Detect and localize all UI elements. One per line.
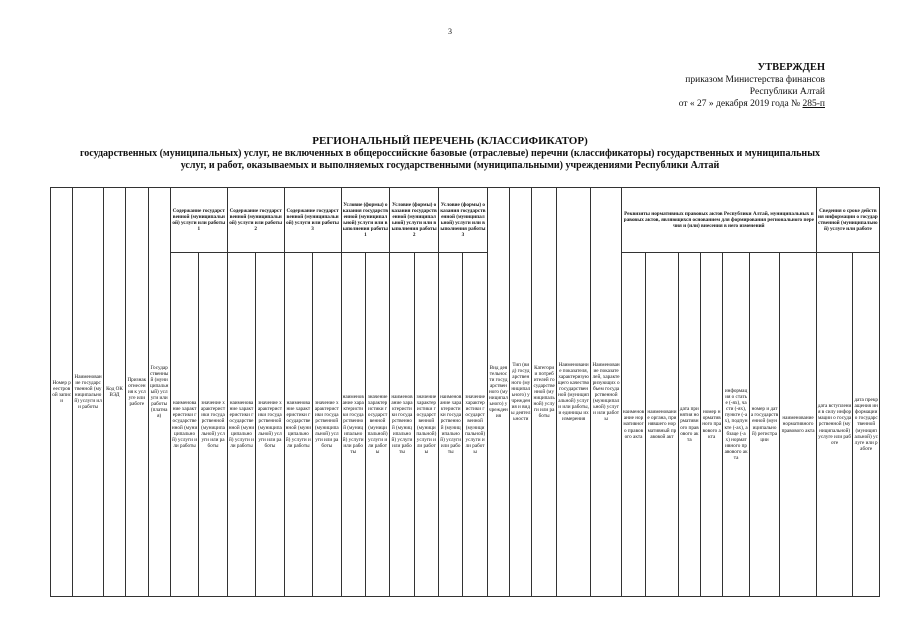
col-volume-indicators: Наименование показателей, характеризующих объем государственной (муниципальной) услуги или работы — [591, 188, 621, 597]
page-number: 3 — [448, 27, 452, 36]
col-content-3-value: значение характеристики государственной (муниципальной) услуги или работы — [313, 253, 341, 597]
group-legal-acts: Реквизиты нормативных правовых актов Республики Алтай, муниципальных правовых актов, являющихся основанием для формирования регионального перечня и (или) внесения в него изменений — [621, 188, 816, 253]
col-effective-date: дата вступления в силу информации о государственной (муниципальной) услуге или работе — [816, 253, 853, 597]
document-subtitle-1: государственных (муниципальных) услуг, не включенных в общероссийские базовые (отраслевые) перечни (классификаторы) государственных и муниципальных — [79, 148, 820, 159]
col-termination-date: дата прекращения информации о государственной (муниципальной) услуге или работе — [853, 253, 880, 597]
col-act-name: наименование нормативного правового акта — [621, 253, 645, 597]
group-condition-3: Условие (формы) оказания государственной (муниципальной) услуги или выполнения работы 3 — [439, 188, 488, 253]
col-okved-code: Код ОКВЭД — [103, 188, 125, 597]
col-condition-2-name: наименование характеристики государственной (муниципальной) услуги или работы — [390, 253, 414, 597]
col-institution-type: Тип (вид) государственного (муниципального) учреждения и виды деятельности — [510, 188, 532, 597]
approval-block — [600, 62, 825, 110]
title-block — [40, 135, 860, 172]
approval-line-1: приказом Министерства финансов — [685, 75, 825, 85]
approval-title: УТВЕРЖДЕН — [757, 62, 825, 73]
col-service-name: Наименование государственной (муниципальной) услуги или работы — [73, 188, 103, 597]
document-title: РЕГИОНАЛЬНЫЙ ПЕРЕЧЕНЬ (КЛАССИФИКАТОР) — [312, 135, 588, 147]
col-paid-service: Государственный (муниципальный) услуги или работы (платная) — [148, 188, 170, 597]
col-condition-3-name: наименование характеристики государственной (муниципальной) услуги или работы — [439, 253, 463, 597]
col-content-2-value: значение характеристики государственной (муниципальной) услуги или работы — [256, 253, 284, 597]
col-act-articles: информация о статье (-ях), части (-ях), пункте (-ах), подпункте (-ах), абзаце (-ах) нормативного правового акта — [723, 253, 749, 597]
col-condition-2-value: значение характеристики государственной (муниципальной) услуги или работы — [414, 253, 438, 597]
col-condition-1-value: значение характеристики государственной (муниципальной) услуги или работы — [365, 253, 389, 597]
col-activity-type: Вид деятельности государственного (муниципального) учреждения — [487, 188, 509, 597]
col-content-3-name: наименование характеристики государственной (муниципальной) услуги или работы — [284, 253, 312, 597]
col-content-1-name: наименование характеристики государственной (муниципальной) услуги или работы — [170, 253, 198, 597]
group-condition-1: Условие (формы) оказания государственной (муниципальной) услуги или выполнения работы 1 — [341, 188, 390, 253]
document-subtitle-2: услуг, и работ, оказываемых и выполняемых государственными (муниципальными) учреждениями Республики Алтай — [180, 160, 720, 171]
approval-date: от « 27 » декабря 2019 года № — [678, 99, 803, 109]
col-act-name-2: наименование нормативного правового акта — [780, 253, 817, 597]
col-act-registration: номер и дата государственной (муниципальной) регистрации — [749, 253, 779, 597]
col-act-authority: наименование органа, принявшего нормативный правовой акт — [646, 253, 679, 597]
col-content-2-name: наименование характеристики государственной (муниципальной) услуги или работы — [227, 253, 255, 597]
col-condition-1-name: наименование характеристики государственной (муниципальной) услуги или работы — [341, 253, 365, 597]
group-content-1: Содержание государственной (муниципальной) услуги или работы 1 — [170, 188, 227, 253]
approval-order-number: 285-п — [802, 99, 825, 109]
col-registry-number: Номер реестровой записи — [51, 188, 73, 597]
group-content-3: Содержание государственной (муниципальной) услуги или работы 3 — [284, 188, 341, 253]
col-content-1-value: значение характеристики государственной (муниципальной) услуги или работы — [199, 253, 227, 597]
approval-line-3 — [600, 98, 825, 110]
col-quality-indicators: Наименование показателя, характеризующего качество государственной (муниципальной) услуги или работы, и единицы их измерения — [556, 188, 591, 597]
approval-line-2: Республики Алтай — [749, 87, 825, 97]
col-condition-3-value: значение характеристики государственной (муниципальной) услуги или работы — [463, 253, 487, 597]
classifier-header-table — [50, 187, 880, 597]
group-condition-2: Условие (формы) оказания государственной (муниципальной) услуги или выполнения работы 2 — [390, 188, 439, 253]
col-act-date: дата принятия нормативного правового акта — [678, 253, 700, 597]
col-service-or-work-sign: Признак отнесения к услуге или работе — [126, 188, 148, 597]
group-validity-period: Сведения о сроке действия информации о государственной (муниципальной) услуге или работе — [816, 188, 879, 253]
col-consumer-categories: Категории потребителей государственной (муниципальной) услуги или работы — [532, 188, 556, 597]
col-act-number: номер нормативного правового акта — [701, 253, 723, 597]
group-content-2: Содержание государственной (муниципальной) услуги или работы 2 — [227, 188, 284, 253]
